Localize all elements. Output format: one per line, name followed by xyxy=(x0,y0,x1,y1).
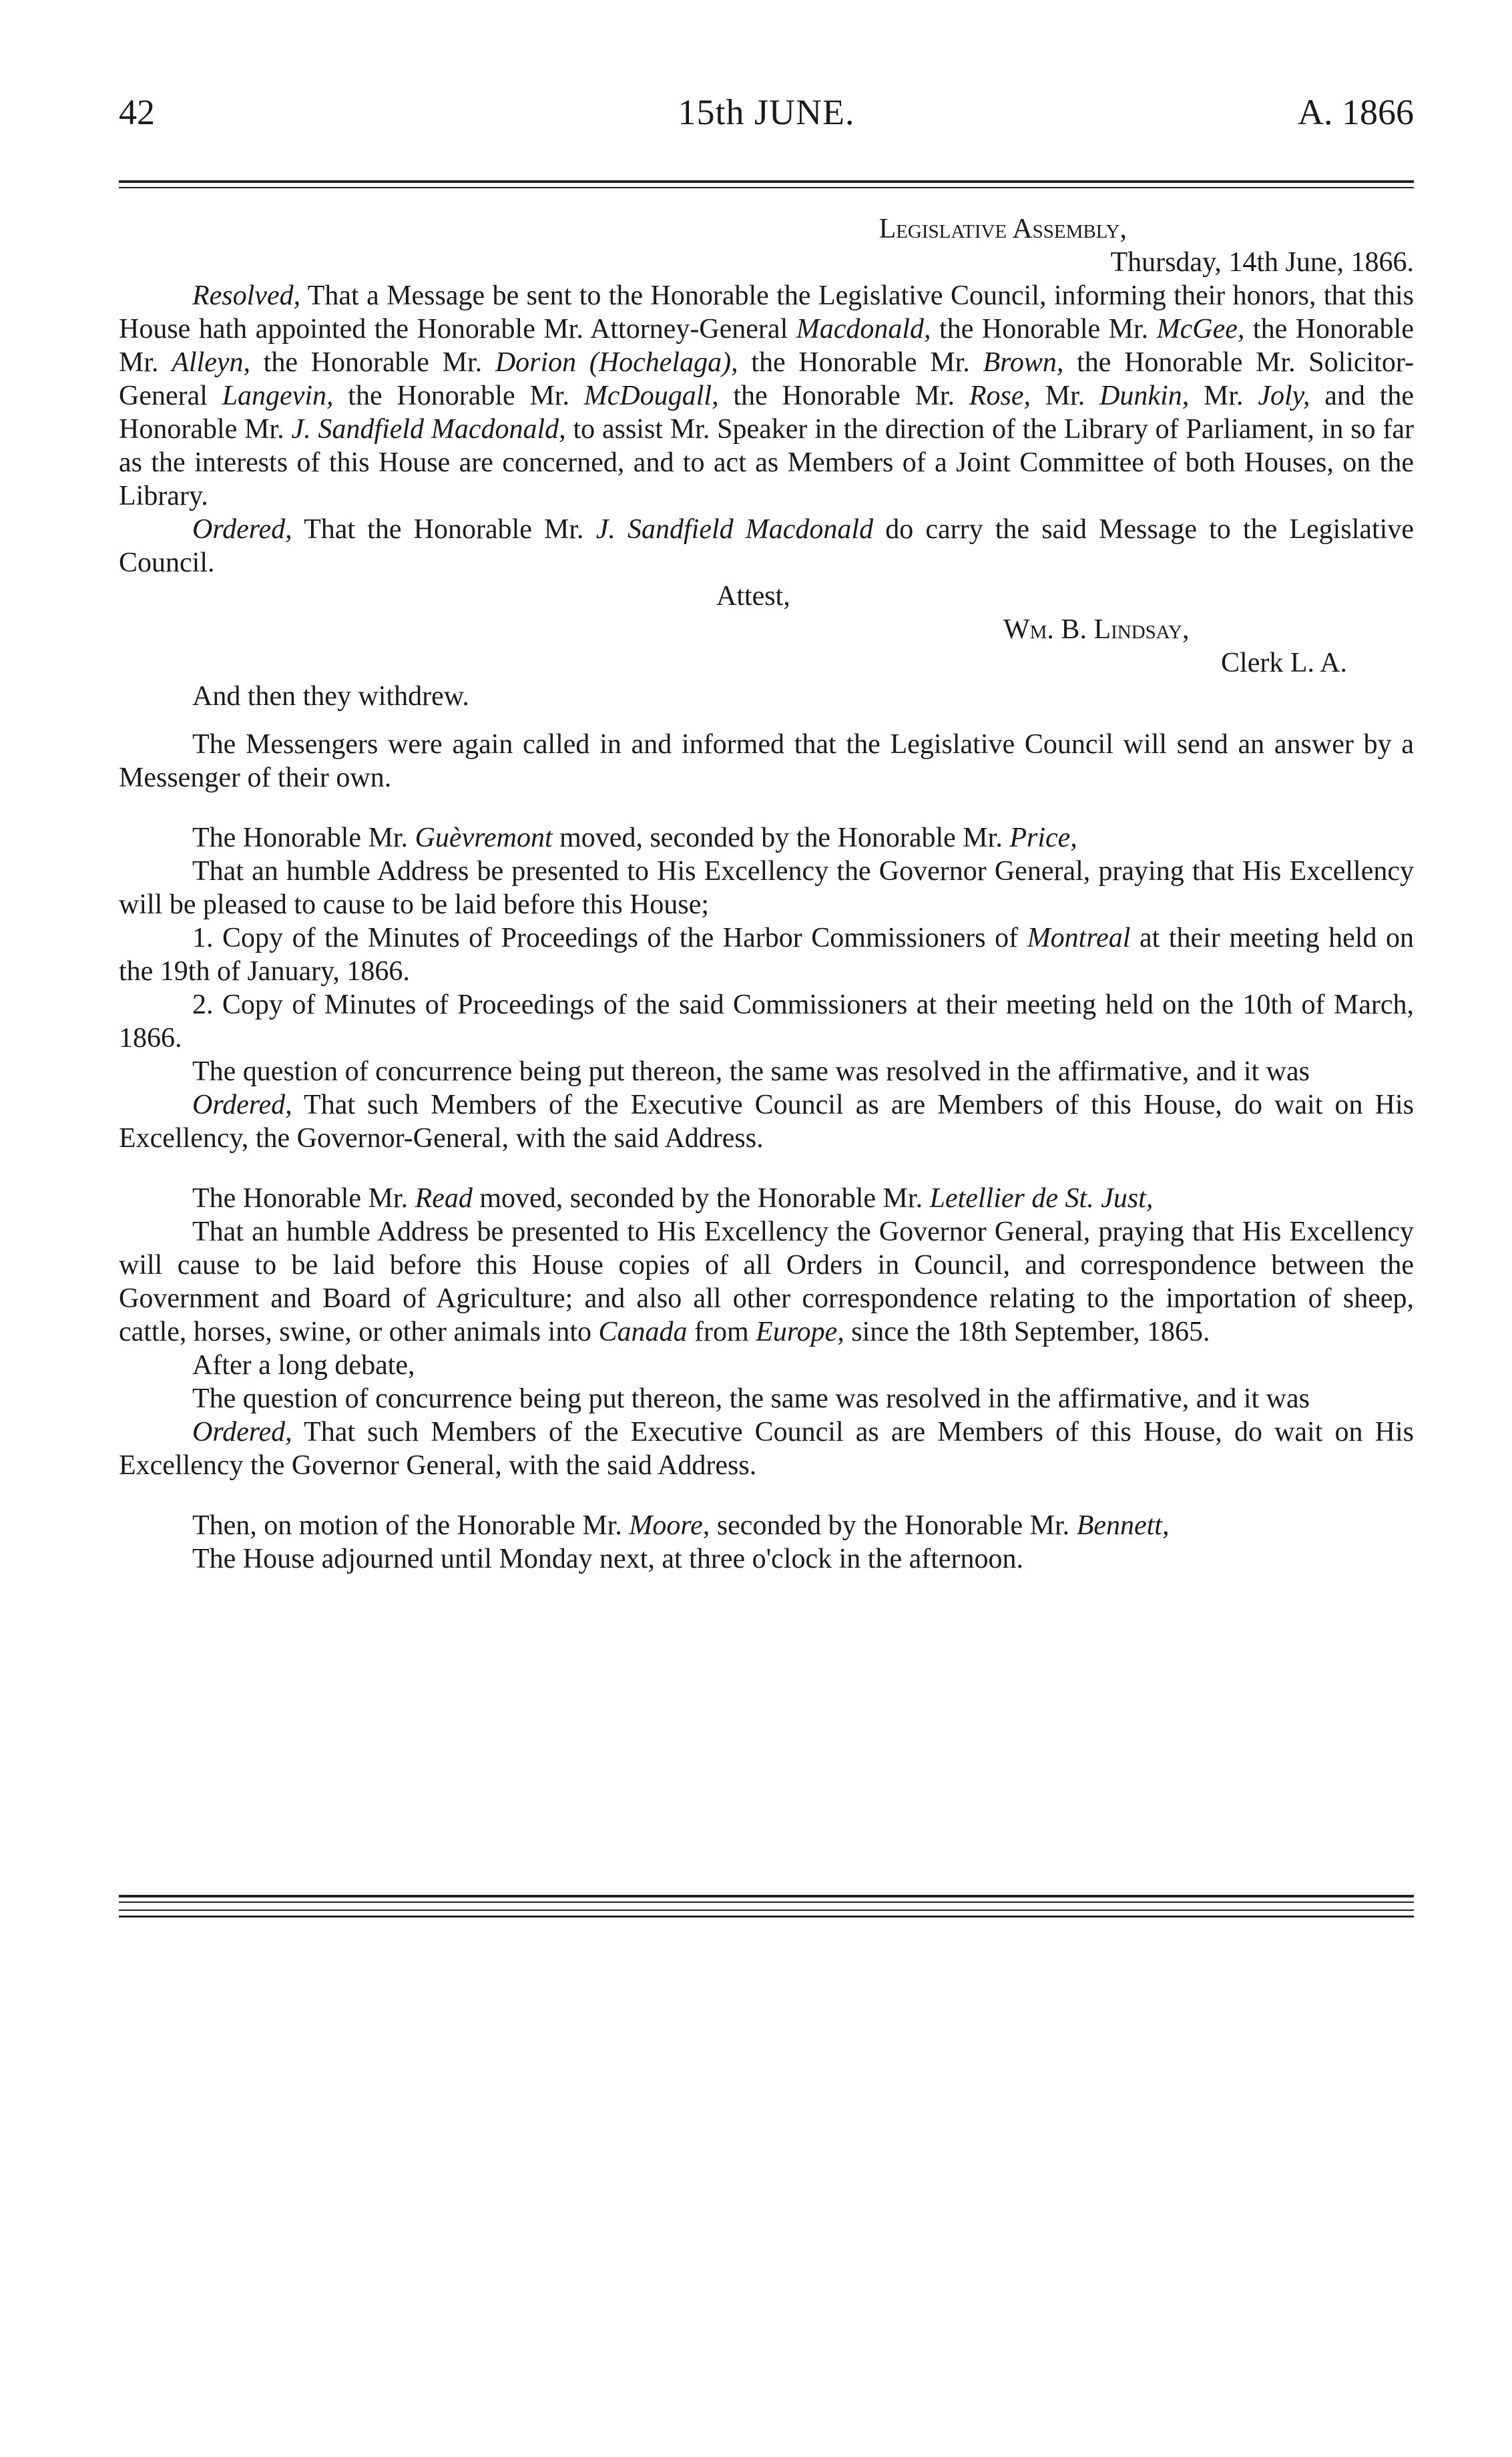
motion1-address: That an humble Address be presented to His Excellency the Governor General, praying that His Excellency will be pleased to cause to be laid before this House; xyxy=(119,856,1414,920)
running-head xyxy=(119,85,1414,139)
motion2-debate: After a long debate, xyxy=(192,1350,415,1381)
journal-body xyxy=(119,212,1414,1576)
motion1-item-2: 2. Copy of Minutes of Proceedings of the said Commissioners at their meeting held on the 10th of March, 1866. xyxy=(119,989,1414,1054)
motion2-question: The question of concurrence being put thereon, the same was resolved in the affirmative, and it was xyxy=(192,1383,1310,1414)
motion2-address: That an humble Address be presented to His Excellency the Governor General, praying that His Excellency will cause to be laid before this House copies of all Orders in Council, and correspondence between the Government and Board of Agriculture; and also all other correspondence relating to the importation of sheep, cattle, horses, swine, or other animals into Canada from Europe, since the 18th September, 1865. xyxy=(119,1216,1414,1347)
message-date: Thursday, 14th June, 1866. xyxy=(1110,247,1414,278)
adjourn-motion: Then, on motion of the Honorable Mr. Moore, seconded by the Honorable Mr. Bennett, xyxy=(192,1510,1170,1541)
signer-name: Wm. B. Lindsay, xyxy=(1003,614,1190,645)
bottom-rule-upper xyxy=(119,1895,1414,1903)
adjourn-line: The House adjourned until Monday next, at three o'clock in the afternoon. xyxy=(192,1544,1024,1574)
running-year: A. 1866 xyxy=(1298,92,1414,132)
motion1-ordered: Ordered, That such Members of the Executive Council as are Members of this House, do wait on His Excellency, the Governor-General, with the said Address. xyxy=(119,1090,1414,1154)
page-number: 42 xyxy=(119,92,155,132)
attest-line: Attest, xyxy=(716,581,790,612)
running-date: 15th JUNE. xyxy=(678,92,855,132)
messengers-paragraph: The Messengers were again called in and informed that the Legislative Council will send an answer by a Messenger of their own. xyxy=(119,729,1414,793)
motion1-mover: The Honorable Mr. Guèvremont moved, seconded by the Honorable Mr. Price, xyxy=(192,823,1077,853)
motion1-question: The question of concurrence being put thereon, the same was resolved in the affirmative, and it was xyxy=(192,1056,1310,1087)
withdrew-line: And then they withdrew. xyxy=(192,681,469,712)
bottom-rule-lower xyxy=(119,1910,1414,1918)
motion1-item-1: 1. Copy of the Minutes of Proceedings of the Harbor Commissioners of Montreal at their meeting held on the 19th of January, 1866. xyxy=(119,923,1414,987)
motion2-mover: The Honorable Mr. Read moved, seconded by the Honorable Mr. Letellier de St. Just, xyxy=(192,1183,1154,1214)
top-rule xyxy=(119,180,1414,188)
motion2-ordered: Ordered, That such Members of the Executive Council as are Members of this House, do wait on His Excellency the Governor General, with the said Address. xyxy=(119,1417,1414,1481)
assembly-heading: Legislative Assembly, xyxy=(878,214,1127,244)
resolved-paragraph: Resolved, That a Message be sent to the Honorable the Legislative Council, informing their honors, that this House hath appointed the Honorable Mr. Attorney-General Macdonald, the Honorable Mr. McGee, the Honorable Mr. Alleyn, the Honorable Mr. Dorion (Hochelaga), the Honorable Mr. Brown, the Honorable Mr. Solicitor-General Langevin, the Honorable Mr. McDougall, the Honorable Mr. Rose, Mr. Dunkin, Mr. Joly, and the Honorable Mr. J. Sandfield Macdonald, to assist Mr. Speaker in the direction of the Library of Parliament, in so far as the interests of this House are concerned, and to act as Members of a Joint Committee of both Houses, on the Library. xyxy=(119,280,1415,511)
signer-title: Clerk L. A. xyxy=(1221,648,1347,678)
ordered-paragraph: Ordered, That the Honorable Mr. J. Sandfield Macdonald do carry the said Message to the Legislative Council. xyxy=(119,514,1414,578)
